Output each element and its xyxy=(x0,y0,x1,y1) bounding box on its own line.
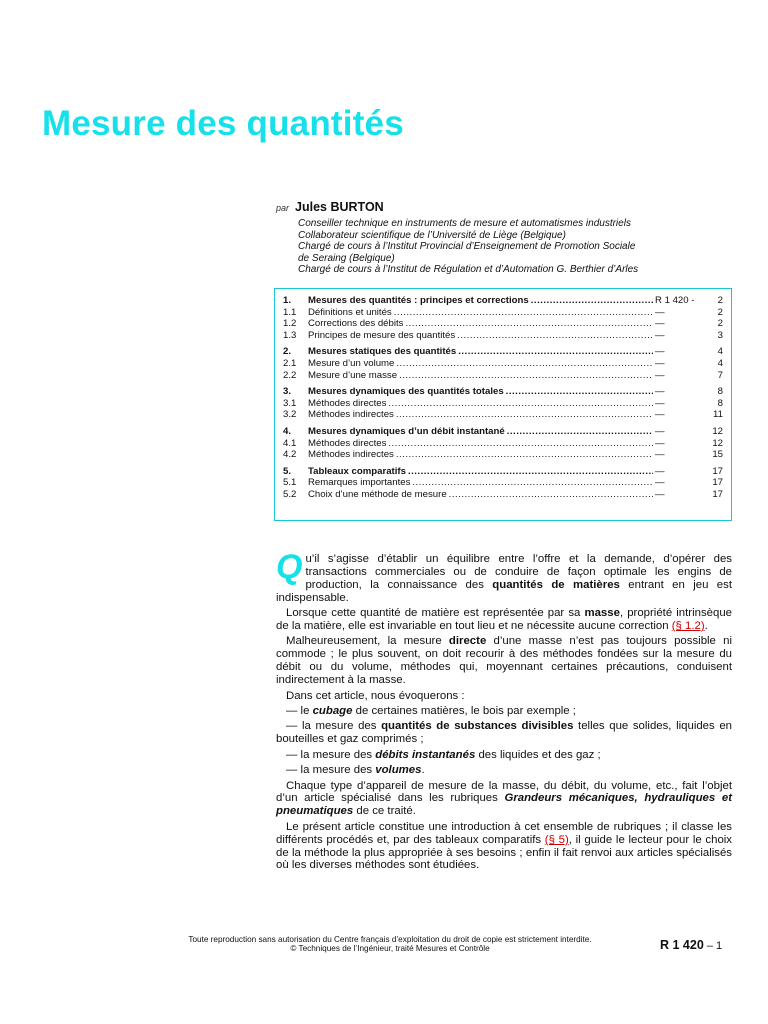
toc-entry[interactable] xyxy=(283,307,723,319)
affiliation-line: Collaborateur scientifique de l’Université de Liège (Belgique) xyxy=(298,229,566,241)
author-affiliations xyxy=(298,218,736,276)
copyright-line: Toute reproduction sans autorisation du Centre français d’exploitation du droit de copie est strictement interdite. xyxy=(188,935,592,944)
toc-leader-dots xyxy=(396,409,653,421)
text-run: . xyxy=(704,620,708,633)
drop-cap: Q xyxy=(276,548,303,586)
text-run: d’une masse n’est pas toujours possible ni commode ; le plus souvent, on doit recourir à des méthodes fondées sur la mesure du débit ou du volume, méthodes qui, moyennant certaines précautions, conduisent indirectement à la masse. xyxy=(276,635,732,687)
toc-page: 12 xyxy=(712,437,723,449)
toc-entry[interactable] xyxy=(283,330,723,342)
author-name: Jules BURTON xyxy=(295,200,384,214)
table-of-contents xyxy=(274,288,732,521)
toc-entry[interactable] xyxy=(283,409,723,421)
toc-label: Choix d’une méthode de mesure xyxy=(308,488,447,500)
toc-reference: — xyxy=(655,465,665,477)
paragraph xyxy=(276,780,732,819)
article-introduction xyxy=(276,548,733,875)
toc-label: Principes de mesure des quantités xyxy=(308,329,456,341)
toc-leader-dots xyxy=(396,449,653,461)
toc-label: Méthodes indirectes xyxy=(308,409,394,421)
toc-group xyxy=(283,346,723,381)
toc-section-heading[interactable] xyxy=(283,386,723,398)
bold-term: directe xyxy=(448,635,487,648)
bold-term: débits instantanés xyxy=(375,748,476,761)
toc-page: 8 xyxy=(717,386,723,398)
toc-reference: — xyxy=(655,397,665,409)
toc-group xyxy=(283,386,723,421)
toc-leader-dots xyxy=(394,307,653,319)
text-run: Lorsque cette quantité de matière est représentée par sa xyxy=(286,607,585,620)
toc-page: 7 xyxy=(717,369,723,381)
toc-entry[interactable] xyxy=(283,398,723,410)
toc-reference: — xyxy=(655,449,665,461)
author-block xyxy=(276,198,736,276)
toc-label: Méthodes directes xyxy=(308,397,387,409)
toc-page: 3 xyxy=(717,329,723,341)
toc-page: 2 xyxy=(717,318,723,330)
bold-term: Grandeurs mécaniques, hydrauliques et pneumatiques xyxy=(276,792,732,818)
toc-number: 3.2 xyxy=(283,409,297,421)
toc-number: 5.2 xyxy=(283,488,297,500)
toc-number: 1.3 xyxy=(283,329,297,341)
text-run: . xyxy=(421,764,425,777)
toc-page: 4 xyxy=(717,346,723,358)
toc-label: Mesures statiques des quantités xyxy=(308,346,457,358)
bullet-item xyxy=(276,720,732,746)
paragraph xyxy=(276,635,732,687)
text-run: , propriété intrinsèque de la matière, elle est invariable en tout lieu et ne nécessite aucune correction xyxy=(276,607,732,633)
toc-label: Mesures des quantités : principes et corrections xyxy=(308,295,529,306)
toc-page: 2 xyxy=(717,295,723,306)
toc-reference: — xyxy=(655,488,665,500)
toc-reference: R 1 420 - xyxy=(655,295,695,306)
toc-page: 11 xyxy=(713,409,723,421)
toc-page: 17 xyxy=(712,477,723,489)
toc-reference: — xyxy=(655,329,665,341)
toc-leader-dots xyxy=(507,426,653,438)
toc-page: 17 xyxy=(712,488,723,500)
toc-label: Méthodes directes xyxy=(308,437,387,449)
copyright-line: © Techniques de l’Ingénieur, traité Mesures et Contrôle xyxy=(290,944,490,954)
text-run: — la mesure des xyxy=(286,764,376,777)
author-prefix: par xyxy=(276,203,290,213)
text-run: — la mesure des xyxy=(286,748,376,761)
toc-number: 1. xyxy=(283,295,292,306)
toc-leader-dots xyxy=(506,386,653,398)
text-run: Le présent article constitue une introduction à cet ensemble de rubriques ; il classe les différents procédés et, par des tableaux comparatifs xyxy=(276,820,732,846)
section-link[interactable]: (§ 1.2) xyxy=(671,620,705,633)
intro-paragraph xyxy=(276,548,732,605)
toc-reference: — xyxy=(655,306,665,318)
text-run: — la mesure des xyxy=(286,720,382,733)
bold-term: volumes xyxy=(375,764,422,777)
doc-ref: R 1 420 xyxy=(660,938,704,952)
toc-page: 8 xyxy=(717,397,723,409)
toc-group xyxy=(283,295,723,341)
toc-page: 4 xyxy=(717,357,723,369)
toc-label: Définitions et unités xyxy=(308,306,392,318)
toc-entry[interactable] xyxy=(283,449,723,461)
toc-leader-dots xyxy=(408,466,653,478)
toc-label: Mesure d’une masse xyxy=(308,369,398,381)
text-run: — le xyxy=(286,704,313,717)
toc-section-heading[interactable] xyxy=(283,426,723,438)
toc-reference: — xyxy=(655,437,665,449)
toc-number: 1.1 xyxy=(283,306,297,318)
toc-leader-dots xyxy=(399,370,653,382)
text-run: des liquides et des gaz ; xyxy=(475,748,601,761)
copyright-notice xyxy=(150,935,630,954)
toc-label: Méthodes indirectes xyxy=(308,449,394,461)
bullet-item xyxy=(276,764,732,777)
toc-number: 2.2 xyxy=(283,369,297,381)
toc-reference: — xyxy=(655,318,665,330)
affiliation-line: de Seraing (Belgique) xyxy=(298,252,395,264)
toc-reference: — xyxy=(655,409,665,421)
text-run: de certaines matières, le bois par exemple ; xyxy=(352,704,576,717)
bold-term: cubage xyxy=(312,704,353,717)
text-run: Malheureusement, la mesure xyxy=(286,635,449,648)
toc-number: 3.1 xyxy=(283,397,297,409)
toc-entry[interactable] xyxy=(283,370,723,382)
bullet-item xyxy=(276,749,732,762)
toc-group xyxy=(283,466,723,501)
toc-group xyxy=(283,426,723,461)
text-run: u’il s’agisse d’établir un équilibre entre l’offre et la demande, d’opérer des transactions commerciales ou de conduire de façon optimale les engins de production, la connaissance des xyxy=(305,553,732,591)
affiliation-line: Chargé de cours à l’Institut de Régulation et d’Automation G. Berthier d’Arles xyxy=(298,264,639,276)
toc-number: 5. xyxy=(283,465,292,477)
page-reference xyxy=(660,938,722,952)
toc-page: 17 xyxy=(712,465,723,477)
text-run: entrant en jeu est indispensable. xyxy=(276,578,732,604)
bold-term: quantités de matières xyxy=(492,578,620,591)
paragraph xyxy=(276,821,732,873)
toc-leader-dots xyxy=(396,358,653,370)
toc-leader-dots xyxy=(412,477,653,489)
article-title: Mesure des quantités xyxy=(42,104,404,143)
text-run: Chaque type d’appareil de mesure de la masse, du débit, du volume, etc., fait l’objet d’un article spécialisé dans les rubriques xyxy=(276,779,732,805)
toc-page: 12 xyxy=(712,425,723,437)
toc-entry[interactable] xyxy=(283,358,723,370)
toc-leader-dots xyxy=(458,346,653,358)
toc-leader-dots xyxy=(449,489,653,501)
toc-reference: — xyxy=(655,386,665,398)
bullet-item xyxy=(276,705,732,718)
toc-reference: — xyxy=(655,425,665,437)
toc-number: 4.2 xyxy=(283,449,297,461)
text-run: , il guide le lecteur pour le choix de la méthode la plus appropriée à ses besoins ; enfin il fait renvoi aux articles spécialisés où les diverses méthodes sont étudiées. xyxy=(276,833,733,872)
toc-section-heading[interactable] xyxy=(283,295,723,307)
toc-number: 3. xyxy=(283,386,292,398)
bold-term: masse xyxy=(584,607,620,620)
paragraph: Dans cet article, nous évoquerons : xyxy=(286,689,465,702)
toc-entry[interactable] xyxy=(283,489,723,501)
section-link[interactable]: (§ 5) xyxy=(544,833,569,846)
toc-number: 5.1 xyxy=(283,477,297,489)
affiliation-line: Conseiller technique en instruments de mesure et automatismes industriels xyxy=(298,218,631,229)
toc-number: 2. xyxy=(283,346,292,358)
toc-number: 2.1 xyxy=(283,357,297,369)
bold-term: quantités de substances divisibles xyxy=(381,720,574,733)
toc-entry[interactable] xyxy=(283,318,723,330)
toc-leader-dots xyxy=(531,295,653,307)
paragraph xyxy=(276,607,732,633)
toc-page: 2 xyxy=(717,306,723,318)
affiliation-line: Chargé de cours à l’Institut Provincial d’Enseignement de Promotion Sociale xyxy=(298,241,636,253)
toc-reference: — xyxy=(655,369,665,381)
toc-page: 15 xyxy=(712,449,723,461)
toc-number: 1.2 xyxy=(283,318,297,330)
toc-section-heading[interactable] xyxy=(283,346,723,358)
toc-section-heading[interactable] xyxy=(283,466,723,478)
toc-reference: — xyxy=(655,346,665,358)
toc-label: Mesure d’un volume xyxy=(308,357,395,369)
toc-leader-dots xyxy=(388,398,653,410)
toc-number: 4. xyxy=(283,425,292,437)
toc-entry[interactable] xyxy=(283,477,723,489)
toc-label: Tableaux comparatifs xyxy=(308,465,406,477)
toc-leader-dots xyxy=(405,318,653,330)
toc-reference: — xyxy=(655,477,665,489)
toc-leader-dots xyxy=(388,438,653,450)
toc-label: Corrections des débits xyxy=(308,318,404,330)
page-number: – 1 xyxy=(703,940,723,952)
text-run: de ce traité. xyxy=(353,805,416,818)
toc-number: 4.1 xyxy=(283,437,297,449)
toc-label: Mesures dynamiques d’un débit instantané xyxy=(308,425,505,437)
toc-reference: — xyxy=(655,357,665,369)
toc-label: Remarques importantes xyxy=(308,477,411,489)
toc-entry[interactable] xyxy=(283,438,723,450)
toc-label: Mesures dynamiques des quantités totales xyxy=(308,386,504,398)
text-run: telles que solides, liquides en bouteilles et gaz comprimés ; xyxy=(276,720,732,746)
toc-leader-dots xyxy=(457,330,653,342)
